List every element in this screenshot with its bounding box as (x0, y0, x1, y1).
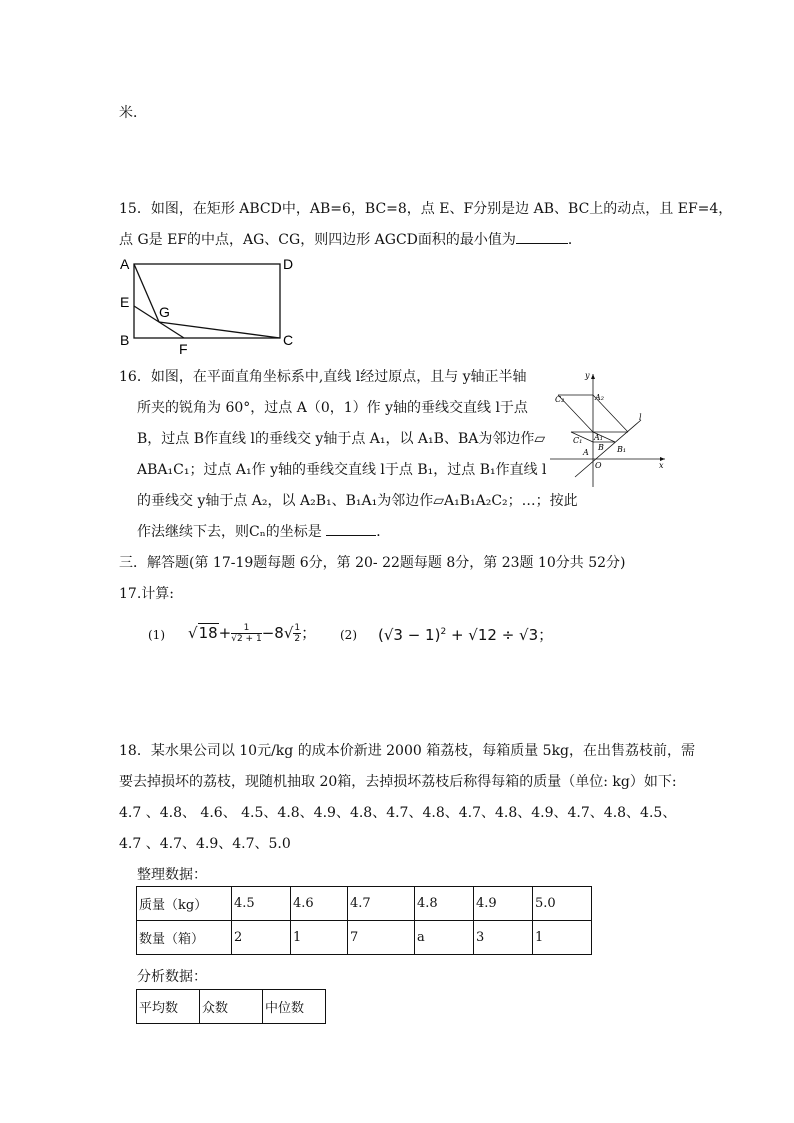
table-cell: a (415, 921, 474, 955)
q16-line-1: 16．如图，在平面直角坐标系中,直线 l经过原点，且与 y轴正半轴 (119, 369, 527, 385)
q18-line-4: 4.7 、4.7、4.9、4.7、5.0 (119, 836, 291, 852)
q15-rectangle-figure (113, 250, 303, 360)
sqrt-18: √18 (188, 624, 218, 642)
table-cell: 4.5 (232, 887, 291, 921)
table-cell: 数量（箱） (137, 921, 232, 955)
table-cell: 4.6 (291, 887, 348, 921)
q16-line-6-text: 作法继续下去，则Cₙ的坐标是 (137, 524, 327, 540)
table-cell: 中位数 (263, 990, 326, 1024)
label-c2: C₂ (555, 395, 565, 404)
label-l: l (639, 413, 642, 422)
label-o: O (595, 461, 602, 470)
q18-line-1: 18．某水果公司以 10元/kg 的成本价新进 2000 箱荔枝，每箱质量 5kg，在出售荔枝前，需 (119, 743, 696, 759)
fraction-1-over-sqrt2-plus-1: $\frac{1}{√2 + 1}$ (231, 623, 262, 644)
table-cell: 1 (291, 921, 348, 955)
y-axis-arrow-icon (591, 374, 595, 379)
q15-line-1: 15．如图，在矩形 ABCD中，AB=6，BC=8，点 E、F分别是边 AB、BC上的动点，且 EF=4， (119, 201, 733, 217)
q18-line-2: 要去掉损坏的荔枝，现随机抽取 20箱，去掉损坏荔枝后称得每箱的质量（单位: kg）如下: (119, 774, 677, 790)
q16-line-5: 的垂线交 y轴于点 A₂，以 A₂B₁、B₁A₁为邻边作▱A₁B₁A₂C₂；…；按此 (137, 493, 578, 509)
analyze-data-label: 分析数据： (137, 969, 207, 985)
q15-line-2 (119, 229, 582, 249)
q16-line-6 (137, 521, 390, 541)
q16-answer-blank (326, 523, 376, 536)
table-cell: 4.9 (474, 887, 533, 921)
label-a2: A₂ (595, 393, 604, 402)
q15-line-2-text: 点 G是 EF的中点，AG、CG，则四边形 AGCD面积的最小值为 (119, 232, 516, 248)
statistics-table (136, 989, 326, 1024)
q17-part1-expression: √18+ $\frac{1}{√2 + 1}$ −8√ $\frac{1}{2}$ ； (188, 623, 317, 644)
table-cell: 4.8 (415, 887, 474, 921)
label-b1: B₁ (617, 445, 627, 454)
table-cell: 3 (474, 921, 533, 955)
table-cell: 众数 (200, 990, 263, 1024)
table-cell: 5.0 (533, 887, 592, 921)
label-y: y (585, 371, 590, 380)
table-cell: 质量（kg） (137, 887, 232, 921)
q15-line-2-end: ． (567, 232, 582, 248)
table-cell: 4.7 (348, 887, 415, 921)
q16-line-2: 所夹的锐角为 60°，过点 A（0，1）作 y轴的垂线交直线 l于点 (137, 400, 528, 416)
label-f: F (179, 341, 188, 357)
label-b-point: B (598, 443, 604, 452)
q15-answer-blank (516, 231, 568, 244)
label-e: E (120, 294, 130, 310)
q18-line-3: 4.7 、4.8、 4.6、 4.5、4.8、4.9、4.8、4.7、4.8、4.7、4.8、4.9、4.7、4.8、4.5、 (119, 805, 677, 821)
rectangle-abcd (134, 264, 280, 338)
q17-part2-label: (2) (340, 628, 357, 642)
label-a-point: A (583, 448, 589, 457)
q16-coordinate-figure (545, 362, 675, 492)
previous-question-tail: 米． (119, 105, 147, 121)
q17-title: 17.计算: (119, 586, 174, 602)
section-3-heading: 三．解答题(第 17-19题每题 6分，第 20- 22题每题 8分，第 23题 10分共 52分) (119, 555, 626, 571)
label-c: C (283, 332, 294, 348)
table-cell: 平均数 (137, 990, 200, 1024)
table-cell: 1 (533, 921, 592, 955)
organize-data-label: 整理数据： (137, 867, 207, 883)
sqrt-half: √ $\frac{1}{2}$ (283, 623, 301, 644)
label-x: x (659, 461, 664, 470)
table-cell: 2 (232, 921, 291, 955)
label-d: D (283, 256, 294, 272)
q16-line-6-end: ． (376, 524, 391, 540)
q17-part1-label: (1) (148, 628, 165, 642)
label-a1: A₁ (594, 433, 603, 442)
table-cell: 7 (348, 921, 415, 955)
table-row (137, 990, 326, 1024)
label-a: A (120, 256, 130, 272)
q17-part2-expression: $(√3 - 1)^2 + √12 \div √3$； (378, 626, 554, 644)
label-c1: C₁ (573, 436, 583, 445)
segment-gc (159, 322, 280, 338)
q16-line-4: ABA₁C₁；过点 A₁作 y轴的垂线交直线 l于点 B₁，过点 B₁作直线 l (137, 462, 547, 478)
table-row (137, 921, 592, 955)
table-row (137, 887, 592, 921)
q16-line-3: B，过点 B作直线 l的垂线交 y轴于点 A₁，以 A₁B、BA为邻边作▱ (137, 431, 546, 447)
mass-frequency-table (136, 886, 592, 955)
label-g: G (159, 304, 170, 320)
label-b: B (120, 332, 130, 348)
